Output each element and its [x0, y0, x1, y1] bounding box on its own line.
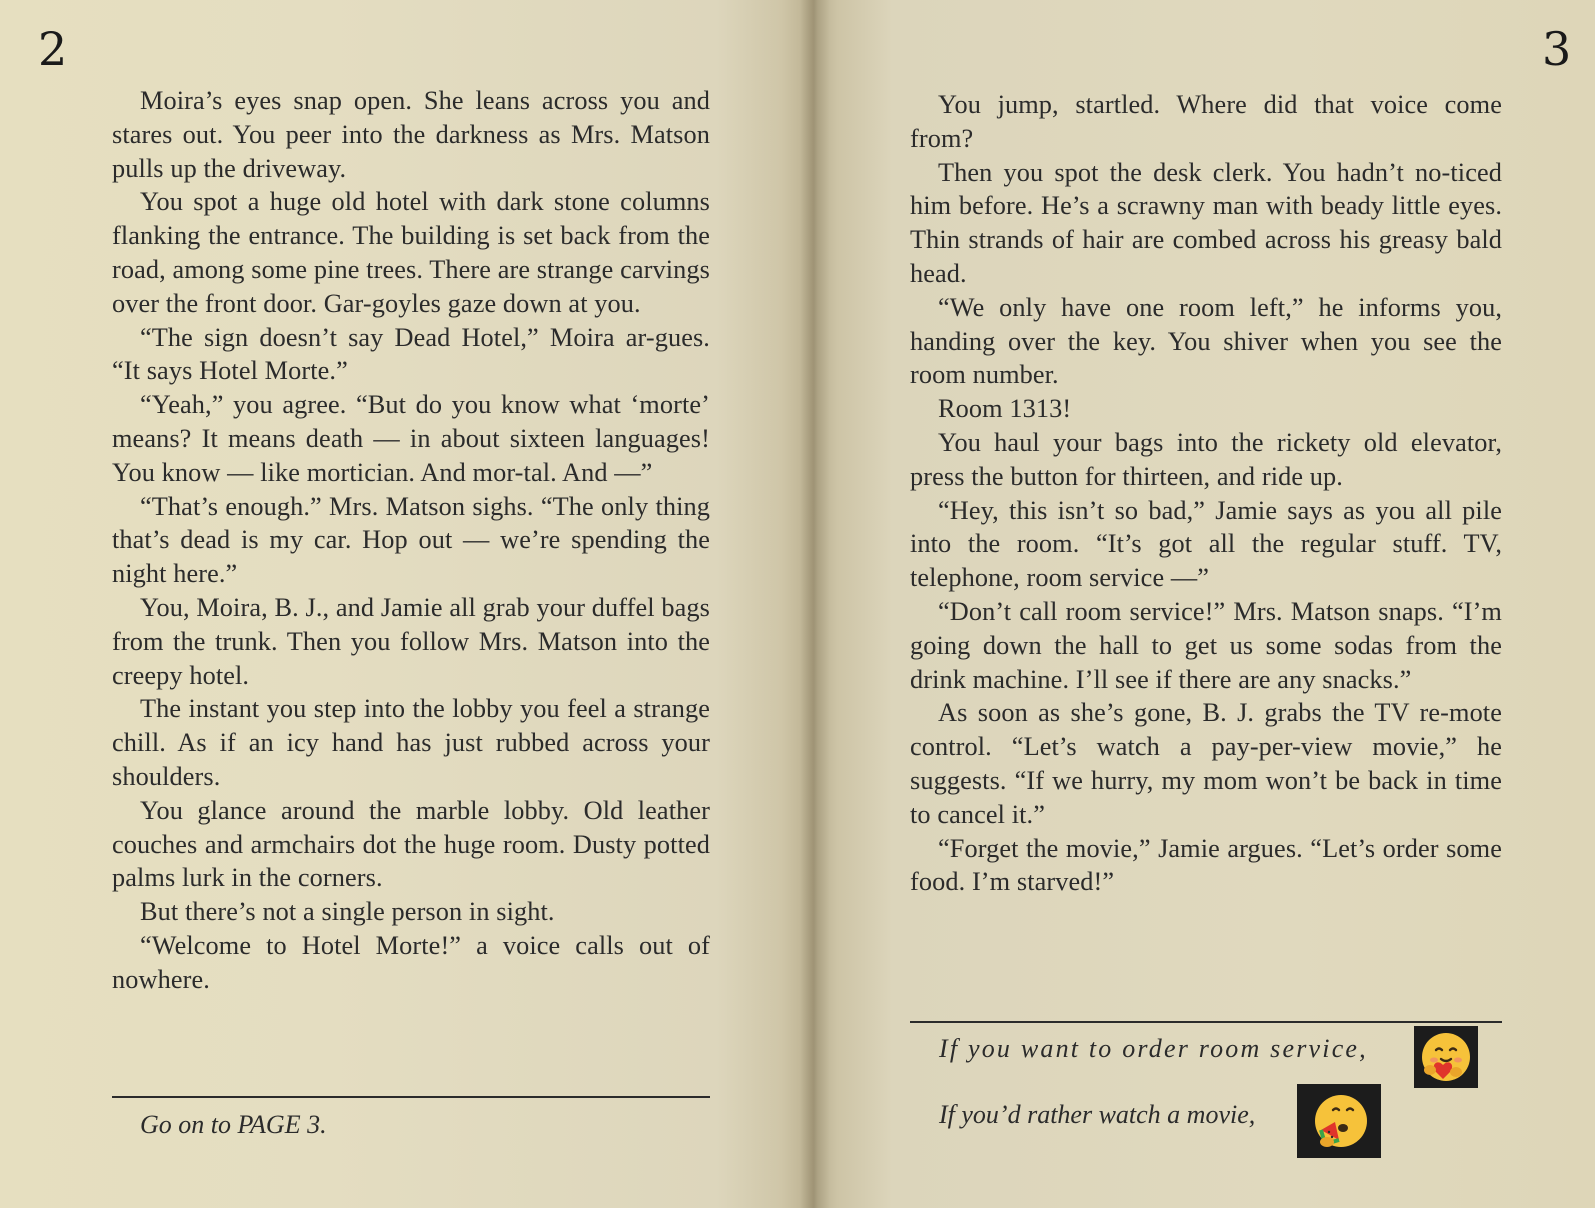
paragraph: “Hey, this isn’t so bad,” Jamie says as you all pile into the room. “It’s got all the regular stuff. TV, telephone, room service —” [910, 495, 1502, 593]
right-page-text [910, 88, 1502, 899]
paragraph: The instant you step into the lobby you feel a strange chill. As if an icy hand has just rubbed across your shoulders. [112, 694, 710, 791]
paragraph: You, Moira, B. J., and Jamie all grab your duffel bags from the trunk. Then you follow Mrs. Matson into the creepy hotel. [112, 592, 710, 690]
choice-room-service: If you want to order room service, [939, 1034, 1368, 1063]
paragraph: “We only have one room left,” he informs you, handing over the key. You shiver when you see the room number. [910, 292, 1502, 390]
paragraph: You spot a huge old hotel with dark stone columns flanking the entrance. The building is set back from the road, among some pine trees. There are strange carvings over the front door. Gar-goyles gaze down at you. [112, 187, 710, 318]
paragraph: “Yeah,” you agree. “But do you know what ‘morte’ means? It means death — in about sixteen languages! You know — like mortician. And mor-tal. And —” [112, 390, 710, 487]
go-on-instruction: Go on to PAGE 3. [140, 1110, 327, 1139]
paragraph: But there’s not a single person in sight. [140, 897, 555, 927]
page-number-left: 2 [38, 22, 68, 76]
right-page [814, 0, 1595, 1208]
divider-rule-left [112, 1096, 710, 1098]
hugging-heart-face-icon[interactable] [1414, 1026, 1478, 1088]
left-page-text [112, 84, 710, 997]
book-gutter-shadow [800, 0, 830, 1208]
paragraph: “The sign doesn’t say Dead Hotel,” Moira ar-gues. “It says Hotel Morte.” [112, 322, 710, 386]
paragraph: “Welcome to Hotel Morte!” a voice calls out of nowhere. [112, 930, 710, 994]
paragraph: Room 1313! [938, 394, 1072, 424]
paragraph: “Don’t call room service!” Mrs. Matson snaps. “I’m going down the hall to get us some sodas from the drink machine. I’ll see if there are any snacks.” [910, 596, 1502, 694]
paragraph: You glance around the marble lobby. Old leather couches and armchairs dot the huge room. Dusty potted palms lurk in the corners. [112, 795, 710, 893]
paragraph: “Forget the movie,” Jamie argues. “Let’s order some food. I’m starved!” [910, 833, 1502, 897]
paragraph: As soon as she’s gone, B. J. grabs the TV re-mote control. “Let’s watch a pay-per-view movie,” he suggests. “If we hurry, my mom won’t be back in time to cancel it.” [910, 698, 1502, 829]
paragraph: Then you spot the desk clerk. You hadn’t no-ticed him before. He’s a scrawny man with beady little eyes. Thin strands of hair are combed across his greasy bald head. [910, 157, 1502, 288]
paragraph: You jump, startled. Where did that voice come from? [910, 90, 1502, 153]
paragraph: Moira’s eyes snap open. She leans across you and stares out. You peer into the darkness as Mrs. Matson pulls up the driveway. [112, 86, 710, 183]
paragraph: You haul your bags into the rickety old elevator, press the button for thirteen, and ride up. [910, 427, 1502, 491]
divider-rule-right [910, 1021, 1502, 1023]
paragraph: “That’s enough.” Mrs. Matson sighs. “The only thing that’s dead is my car. Hop out — we’re spending the night here.” [112, 491, 710, 589]
choice-watch-movie: If you’d rather watch a movie, [939, 1100, 1256, 1129]
face-eating-watermelon-icon[interactable] [1297, 1084, 1381, 1158]
page-number-right: 3 [1542, 22, 1572, 76]
